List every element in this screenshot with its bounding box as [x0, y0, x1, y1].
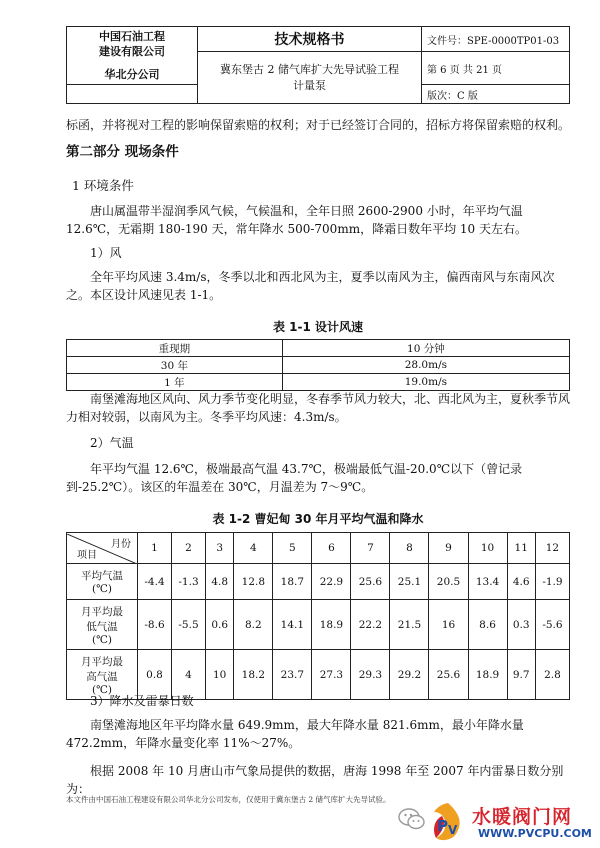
table-cell: -4.4: [138, 564, 172, 600]
table1-caption: 表 1-1 设计风速: [272, 320, 364, 334]
table-row: [67, 600, 570, 650]
table-cell: 12.8: [234, 564, 273, 600]
table-cell: 13.4: [468, 564, 507, 600]
carry-over-text: 标函，并将视对工程的影响保留索赔的权利；对于已经签订合同的，招标方将保留索赔的权利。: [66, 118, 571, 132]
pv-logo-icon: [428, 800, 468, 844]
table-header-cell: 10 分钟: [282, 340, 569, 357]
climate-paragraph: 唐山属温带半湿润季风气候，气候温和，全年日照 2600-2900 小时，年平均气温 12.6℃，无霜期 180-190 天，常年降水 500-700mm，降霜日数年平均 10 天左右。: [66, 204, 527, 236]
corner-month-label: 月份: [111, 539, 131, 550]
table-cell: 23.7: [273, 650, 312, 700]
rain-heading: 3）降水及雷暴日数: [90, 694, 194, 708]
table-cell: 19.0m/s: [282, 374, 569, 391]
footer-note: 本文件由中国石油工程建设有限公司华北分公司发布，仅使用于冀东堡古 2 储气库扩大先导试验。: [66, 795, 391, 804]
month-header: 5: [273, 533, 312, 564]
project-line-2: 计量泵: [293, 78, 326, 92]
month-header: 2: [172, 533, 206, 564]
svg-text:V: V: [448, 823, 458, 837]
rain-paragraph: 南堡滩海地区年平均降水量 649.9mm，最大年降水量 821.6mm，最小年降水量 472.2mm，年降水量变化率 11%～27%。: [66, 718, 524, 750]
table-cell: 0.6: [206, 600, 234, 650]
thunder-paragraph: 根据 2008 年 10 月唐山市气象局提供的数据，唐海 1998 年至 2007 年内雷暴日数分别为：: [66, 764, 564, 796]
table-cell: 27.3: [312, 650, 351, 700]
table-cell: 29.2: [390, 650, 429, 700]
wind-paragraph: 全年平均风速 3.4m/s，冬季以北和西北风为主，夏季以南风为主，偏西南风与东南风次之。本区设计风速见表 1-1。: [66, 270, 555, 302]
table-cell: 28.0m/s: [282, 357, 569, 374]
wechat-icon: [398, 806, 426, 832]
table-cell: 20.5: [429, 564, 468, 600]
table-header-row: [67, 340, 570, 357]
page-number: 第 6 页 共 21 页: [422, 52, 570, 85]
month-header: 6: [312, 533, 351, 564]
table-cell: 0.3: [507, 600, 535, 650]
table-cell: 4: [172, 650, 206, 700]
month-header: 9: [429, 533, 468, 564]
table-header-cell: 重现期: [67, 340, 283, 357]
table-cell: 25.1: [390, 564, 429, 600]
table-cell: 18.9: [312, 600, 351, 650]
company-branch: 华北分公司: [104, 68, 160, 81]
table-cell: 18.2: [234, 650, 273, 700]
table-cell: 16: [429, 600, 468, 650]
document-header: [66, 26, 570, 104]
version: 版次：C 版: [422, 85, 570, 104]
project-name: [198, 52, 422, 104]
month-header: 10: [468, 533, 507, 564]
svg-text:P: P: [437, 817, 448, 835]
temp-paragraph: 年平均气温 12.6℃，极端最高气温 43.7℃，极端最低气温-20.0℃以下（曾记录到-25.2℃）。该区的年温差在 30℃，月温差为 7～9℃。: [66, 462, 523, 494]
table-cell: 14.1: [273, 600, 312, 650]
wind-speed-table: [66, 339, 570, 391]
project-line-1: 冀东堡古 2 储气库扩大先导试验工程: [220, 62, 399, 76]
month-header: 4: [234, 533, 273, 564]
table-cell: 18.9: [468, 650, 507, 700]
table-cell: 4.8: [206, 564, 234, 600]
table-cell: 25.6: [429, 650, 468, 700]
table-cell: 22.9: [312, 564, 351, 600]
table-cell: 9.7: [507, 650, 535, 700]
table-cell: 21.5: [390, 600, 429, 650]
table-cell: 8.6: [468, 600, 507, 650]
header-blank: [67, 85, 198, 104]
table-row: [67, 374, 570, 391]
table-cell: 4.6: [507, 564, 535, 600]
table-cell: 30 年: [67, 357, 283, 374]
table-cell: 2.8: [535, 650, 569, 700]
table-row: [67, 564, 570, 600]
company-line-1: 中国石油工程: [99, 30, 165, 43]
watermark-logo: [428, 800, 598, 846]
table-cell: 1 年: [67, 374, 283, 391]
doc-type: 技术规格书: [198, 27, 422, 52]
table-cell: 8.2: [234, 600, 273, 650]
company-line-2: 建设有限公司: [99, 45, 165, 58]
watermark-brand: 水暖阀门网: [472, 806, 573, 828]
table-cell: 22.2: [351, 600, 390, 650]
corner-item-label: 项目: [77, 550, 97, 561]
part-title: 第二部分 现场条件: [66, 144, 179, 160]
section-heading: 1 环境条件: [72, 178, 134, 193]
watermark-url: WWW.PVCPU.COM: [478, 827, 592, 840]
month-header: 8: [390, 533, 429, 564]
file-number: 文件号：SPE-0000TP01-03: [422, 27, 570, 52]
row-label: 平均气温 (℃): [67, 564, 138, 600]
table-header-row: [67, 533, 570, 564]
table-cell: 29.3: [351, 650, 390, 700]
table-cell: 10: [206, 650, 234, 700]
wind-paragraph-2: 南堡滩海地区风向、风力季节变化明显，冬春季节风力较大，北、西北风为主，夏秋季节风力相对较弱，以南风为主。冬季平均风速：4.3m/s。: [66, 392, 571, 424]
company-name: [67, 27, 198, 85]
table-cell: -8.6: [138, 600, 172, 650]
table-cell: 0.8: [138, 650, 172, 700]
month-header: 12: [535, 533, 569, 564]
table-cell: -5.6: [535, 600, 569, 650]
table-cell: -1.9: [535, 564, 569, 600]
monthly-climate-table: [66, 532, 570, 700]
table-cell: -1.3: [172, 564, 206, 600]
month-header: 11: [507, 533, 535, 564]
diagonal-header-cell: [67, 533, 138, 564]
wind-heading: 1）风: [90, 246, 122, 260]
row-label: 月平均最 高气温 (℃): [67, 650, 138, 700]
table-cell: -5.5: [172, 600, 206, 650]
table-cell: 18.7: [273, 564, 312, 600]
month-header: 1: [138, 533, 172, 564]
table-row: [67, 357, 570, 374]
month-header: 3: [206, 533, 234, 564]
table2-caption: 表 1-2 曹妃甸 30 年月平均气温和降水: [212, 512, 424, 526]
row-label: 月平均最 低气温 (℃): [67, 600, 138, 650]
month-header: 7: [351, 533, 390, 564]
temp-heading: 2）气温: [90, 436, 134, 450]
table-cell: 25.6: [351, 564, 390, 600]
